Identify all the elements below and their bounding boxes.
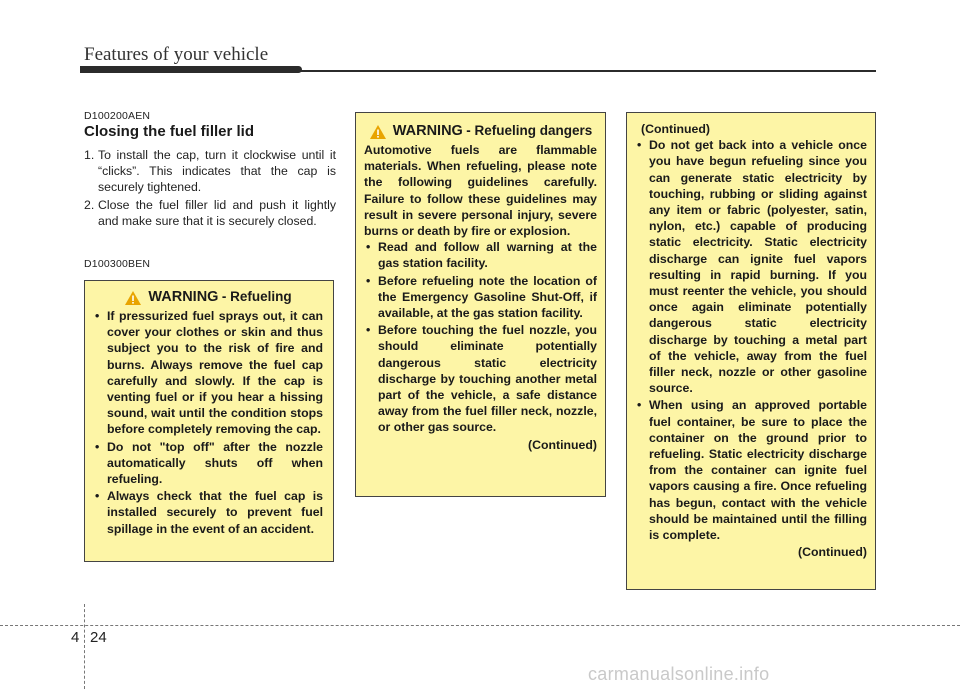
warning-triangle-icon <box>124 290 142 306</box>
step-item <box>84 147 336 196</box>
list-item: • Do not "top off" after the nozzle automatically shuts off when refueling. <box>95 439 323 487</box>
list-item: • Before touching the fuel nozzle, you should eliminate potentially dangerous static electricity discharge by touching another metal part of the vehicle, a safe distance away from the fuel filler neck, nozzle, or other gas source. <box>366 323 597 435</box>
footer-rule <box>0 625 960 626</box>
warning-heading <box>93 289 323 306</box>
section-title: Closing the fuel filler lid <box>84 123 255 140</box>
warning-triangle-icon <box>369 124 387 140</box>
warning-bullet-list <box>364 239 597 435</box>
warning-subtitle: - Refueling <box>221 289 292 304</box>
page-header-title: Features of your vehicle <box>84 44 269 65</box>
warning-bullet-list <box>635 137 867 543</box>
warning-subtitle: - Refueling dangers <box>466 123 593 138</box>
step-item <box>84 197 336 229</box>
header-rule-thin <box>300 70 876 72</box>
instruction-steps <box>84 147 336 230</box>
continued-label: (Continued) <box>641 122 710 136</box>
watermark: carmanualsonline.info <box>588 664 770 684</box>
list-item: • Do not get back into a vehicle once you have begun refueling since you can generate static electricity by touching, rubbing or sliding against any item or fabric (polyester, satin, nylon, etc.) capable of producing static electricity. Static electricity discharge can ignite fuel vapors resulting in rapid burning. If you must reenter the vehicle, you should once again eliminate potentially dangerous static electricity discharge by touching a metal part of the vehicle, away from the fuel filler neck, nozzle or other gasoline source. <box>637 138 867 396</box>
footer-divider <box>84 604 85 689</box>
warning-bullet-list <box>93 308 323 537</box>
list-item: • Always check that the fuel cap is installed securely to prevent fuel spillage in the event of an accident. <box>95 489 323 536</box>
continued-label: (Continued) <box>528 437 597 452</box>
warning-box-refueling <box>84 280 334 562</box>
step-text: To install the cap, turn it clockwise until it “clicks”. This indicates that the cap is securely tightened. <box>98 148 336 195</box>
section-code: D100300BEN <box>84 258 151 270</box>
warning-box-continued <box>626 112 876 590</box>
warning-label: WARNING <box>392 123 463 139</box>
continued-label: (Continued) <box>798 545 867 560</box>
step-text: Close the fuel filler lid and push it lightly and make sure that it is securely closed. <box>98 197 336 228</box>
warning-label: WARNING <box>148 289 219 305</box>
section-code: D100200AEN <box>84 110 151 122</box>
list-item: • Before refueling note the location of the Emergency Gasoline Shut-Off, if available, at the gas station facility. <box>366 273 597 321</box>
list-item: • When using an approved portable fuel container, be sure to place the container on the ground prior to refueling. Static electricity discharge from the container can ignite fuel vapors causing a fire. Once refueling has begun, contact with the vehicle should be maintained until the filling is complete. <box>637 398 867 543</box>
step-number: 2. <box>84 197 95 212</box>
chapter-number: 4 <box>71 629 80 646</box>
warning-heading <box>364 123 597 140</box>
header-rule-thick <box>80 66 302 73</box>
list-item: • Read and follow all warning at the gas station facility. <box>366 240 597 271</box>
list-item: • If pressurized fuel sprays out, it can cover your clothes or skin and thus subject you to the risk of fire and burns. Always remove the fuel cap carefully and slowly. If the cap is venting fuel or if you hear a hissing sound, wait until the condition stops before completely removing the cap. <box>95 309 323 437</box>
warning-box-refueling-dangers <box>355 112 606 497</box>
page-number: 24 <box>90 629 107 646</box>
step-number: 1. <box>84 148 95 162</box>
warning-intro: Automotive fuels are flammable materials. When refueling, please note the following guidelines carefully. Failure to follow these guidelines may result in severe personal injury, severe burns or death by fire or explosion. <box>364 143 597 239</box>
